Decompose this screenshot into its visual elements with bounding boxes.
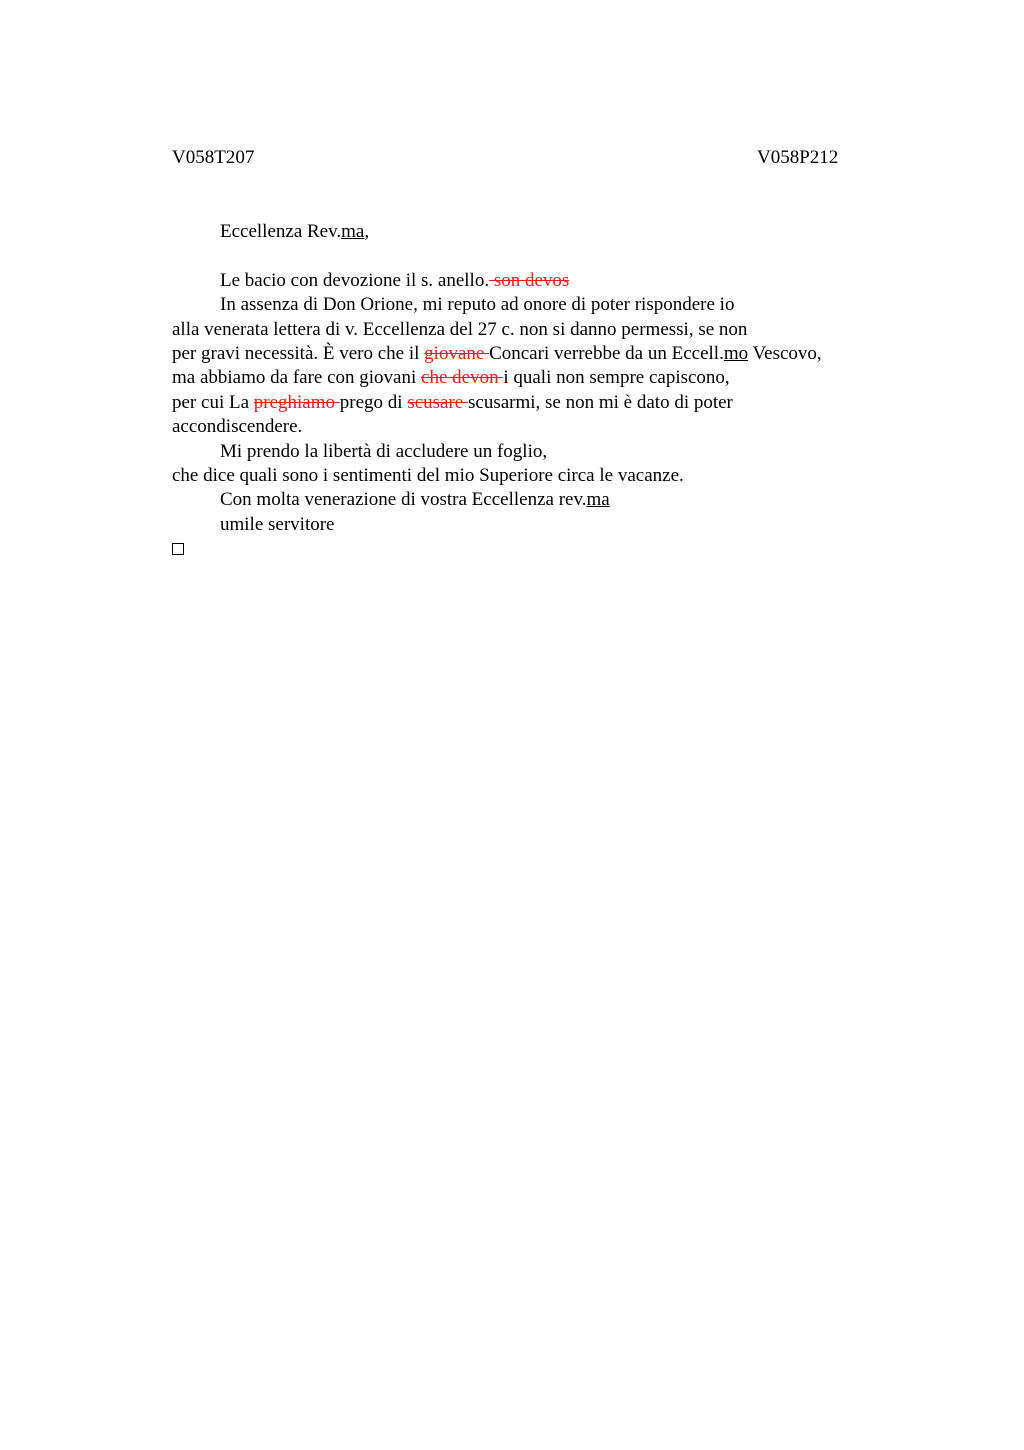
salutation-abbreviation: ma (341, 221, 365, 242)
paragraph-1-line-1 (172, 269, 972, 293)
end-mark-line (172, 537, 972, 561)
text-segment: Vescovo, (748, 342, 822, 364)
paragraph-2-line-4 (172, 366, 972, 390)
closing-prefix: Con molta venerazione di vostra Eccellenza rev. (220, 489, 587, 511)
text-segment: per cui La (172, 391, 254, 413)
salutation (172, 220, 972, 244)
closing (172, 488, 972, 512)
text-segment: ma abbiamo da fare con giovani (172, 367, 422, 389)
text-segment: scusarmi, se non mi è dato di poter (468, 391, 733, 413)
closing-abbreviation: ma (586, 489, 610, 511)
paragraph-3-line-2: che dice quali sono i sentimenti del mio Superiore circa le vacanze. (172, 464, 684, 486)
deleted-text: giovane (424, 342, 490, 364)
paragraph-2-line-5 (172, 391, 972, 415)
empty-square-icon (172, 543, 184, 555)
salutation-prefix: Eccellenza Rev. (220, 221, 342, 242)
text-segment: Concari verrebbe da un Eccell. (489, 342, 724, 364)
paragraph-2-line-6: accondiscendere. (172, 416, 303, 438)
paragraph-2-line-2: alla venerata lettera di v. Eccellenza del 27 c. non si danno permessi, se non (172, 318, 748, 340)
paragraph-2-line-1: In assenza di Don Orione, mi reputo ad onore di poter rispondere io (220, 294, 735, 316)
document-code-right: V058P212 (757, 147, 839, 168)
text-segment: i quali non sempre capiscono, (503, 367, 730, 389)
salutation-suffix: , (364, 221, 370, 242)
deleted-text: preghiamo (253, 391, 340, 413)
text-segment: Le bacio con devozione il s. anello. (220, 269, 490, 291)
text-segment: prego di (339, 391, 408, 413)
deleted-text: son devos (489, 269, 570, 291)
underlined-abbreviation: mo (723, 342, 749, 364)
signature: umile servitore (220, 513, 335, 535)
letter-body (172, 220, 972, 561)
text-segment: per gravi necessità. È vero che il (172, 342, 425, 364)
deleted-text: che devon (421, 367, 504, 389)
deleted-text: scusare (407, 391, 468, 413)
paragraph-3-line-1: Mi prendo la libertà di accludere un foglio, (220, 440, 548, 462)
document-code-left: V058T207 (172, 147, 255, 168)
paragraph-gap (172, 244, 972, 268)
paragraph-2-line-3 (172, 342, 972, 366)
